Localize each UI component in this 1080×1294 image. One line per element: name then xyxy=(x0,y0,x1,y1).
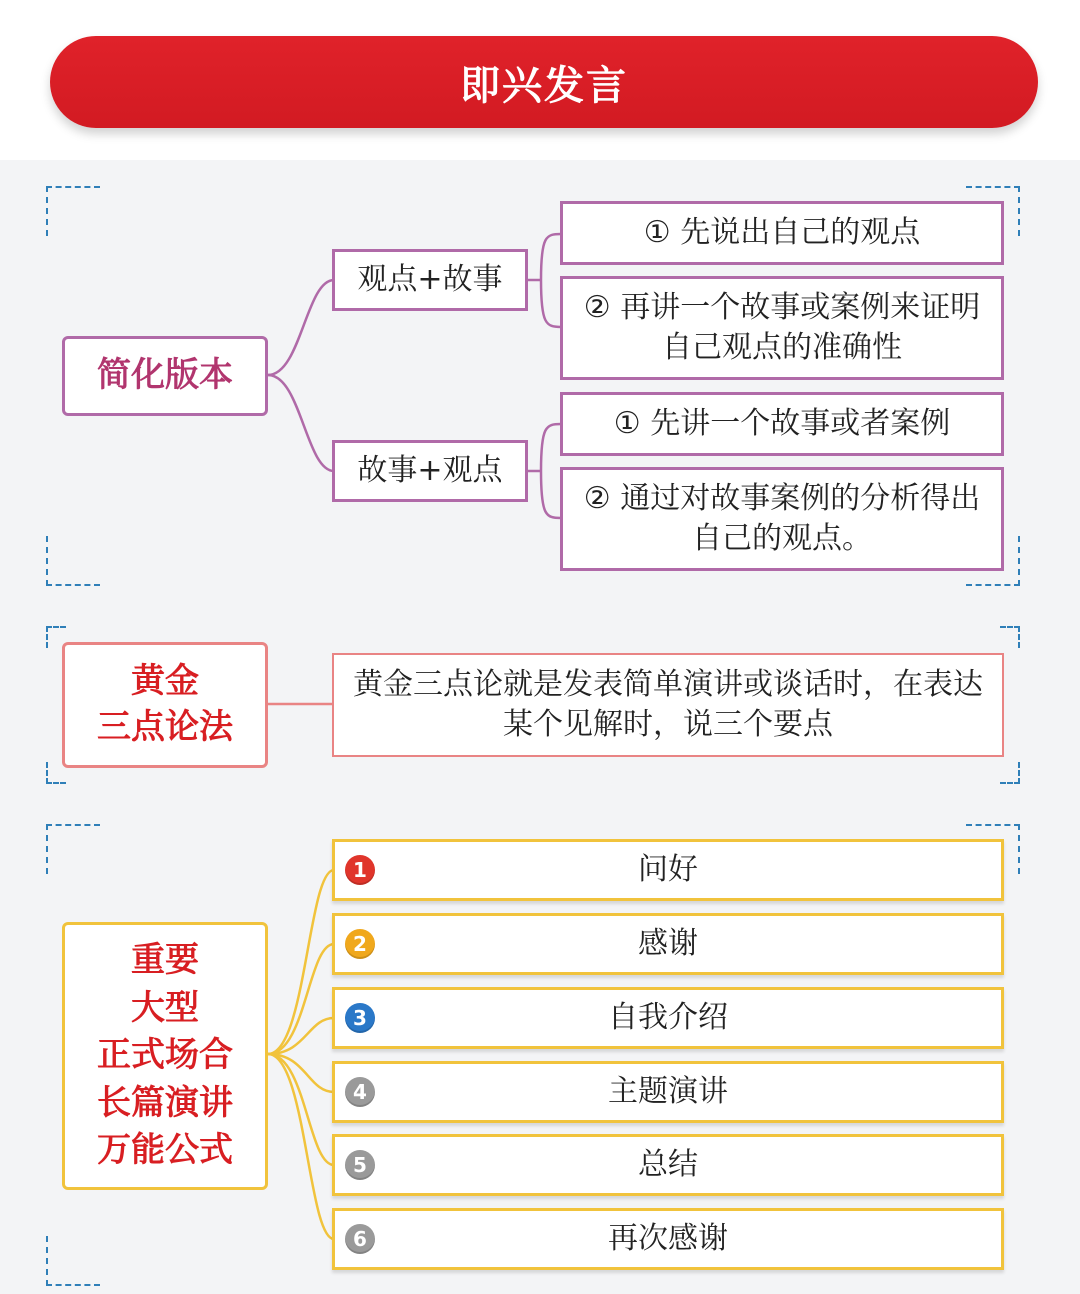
step-box xyxy=(560,392,1004,456)
step-label: 感谢 xyxy=(638,925,698,961)
step-text: ② 再讲一个故事或案例来证明自己观点的准确性 xyxy=(583,289,981,365)
title-banner xyxy=(50,36,1038,128)
number-badge-icon: 2 xyxy=(345,929,375,959)
section-formula xyxy=(46,824,1020,1286)
step-box xyxy=(560,467,1004,571)
section-golden-three xyxy=(46,626,1020,784)
page-title: 即兴发言 xyxy=(460,62,628,109)
description-text: 黄金三点论就是发表简单演讲或谈话时，在表达某个见解时，说三个要点 xyxy=(353,666,983,742)
formula-label: 重要 大型 正式场合 长篇演讲 万能公式 xyxy=(97,940,233,1171)
corner-bracket xyxy=(1000,626,1020,648)
step-main-speech xyxy=(332,1061,1004,1123)
simplified-version-box xyxy=(62,336,268,416)
branch-label: 观点+故事 xyxy=(357,261,503,297)
step-thanks-again xyxy=(332,1208,1004,1270)
golden-three-box xyxy=(62,642,268,768)
corner-bracket xyxy=(1000,762,1020,784)
corner-bracket xyxy=(46,1236,100,1286)
step-box xyxy=(560,276,1004,380)
golden-three-label: 黄金 三点论法 xyxy=(97,661,233,747)
number-badge-icon: 5 xyxy=(345,1150,375,1180)
number-badge-icon: 1 xyxy=(345,855,375,885)
number-badge-icon: 6 xyxy=(345,1224,375,1254)
step-text: ① 先讲一个故事或者案例 xyxy=(613,405,951,441)
step-self-intro xyxy=(332,987,1004,1049)
step-label: 再次感谢 xyxy=(608,1220,728,1256)
step-box xyxy=(560,201,1004,265)
header-band xyxy=(0,0,1080,160)
simplified-version-label: 简化版本 xyxy=(97,355,233,396)
corner-bracket xyxy=(46,186,100,236)
branch-story-view xyxy=(332,440,528,502)
branch-view-story xyxy=(332,249,528,311)
step-thanks xyxy=(332,913,1004,975)
step-label: 主题演讲 xyxy=(608,1073,728,1109)
section-simplified xyxy=(46,186,1020,586)
step-text: ① 先说出自己的观点 xyxy=(643,214,921,250)
step-label: 问好 xyxy=(638,851,698,887)
corner-bracket xyxy=(46,536,100,586)
number-badge-icon: 3 xyxy=(345,1003,375,1033)
step-hello xyxy=(332,839,1004,901)
branch-label: 故事+观点 xyxy=(357,452,503,488)
step-label: 自我介绍 xyxy=(608,999,728,1035)
number-badge-icon: 4 xyxy=(345,1077,375,1107)
step-summary xyxy=(332,1134,1004,1196)
step-text: ② 通过对故事案例的分析得出自己的观点。 xyxy=(583,480,981,556)
golden-three-description xyxy=(332,653,1004,757)
formula-box xyxy=(62,922,268,1190)
corner-bracket xyxy=(46,824,100,874)
step-label: 总结 xyxy=(638,1146,698,1182)
